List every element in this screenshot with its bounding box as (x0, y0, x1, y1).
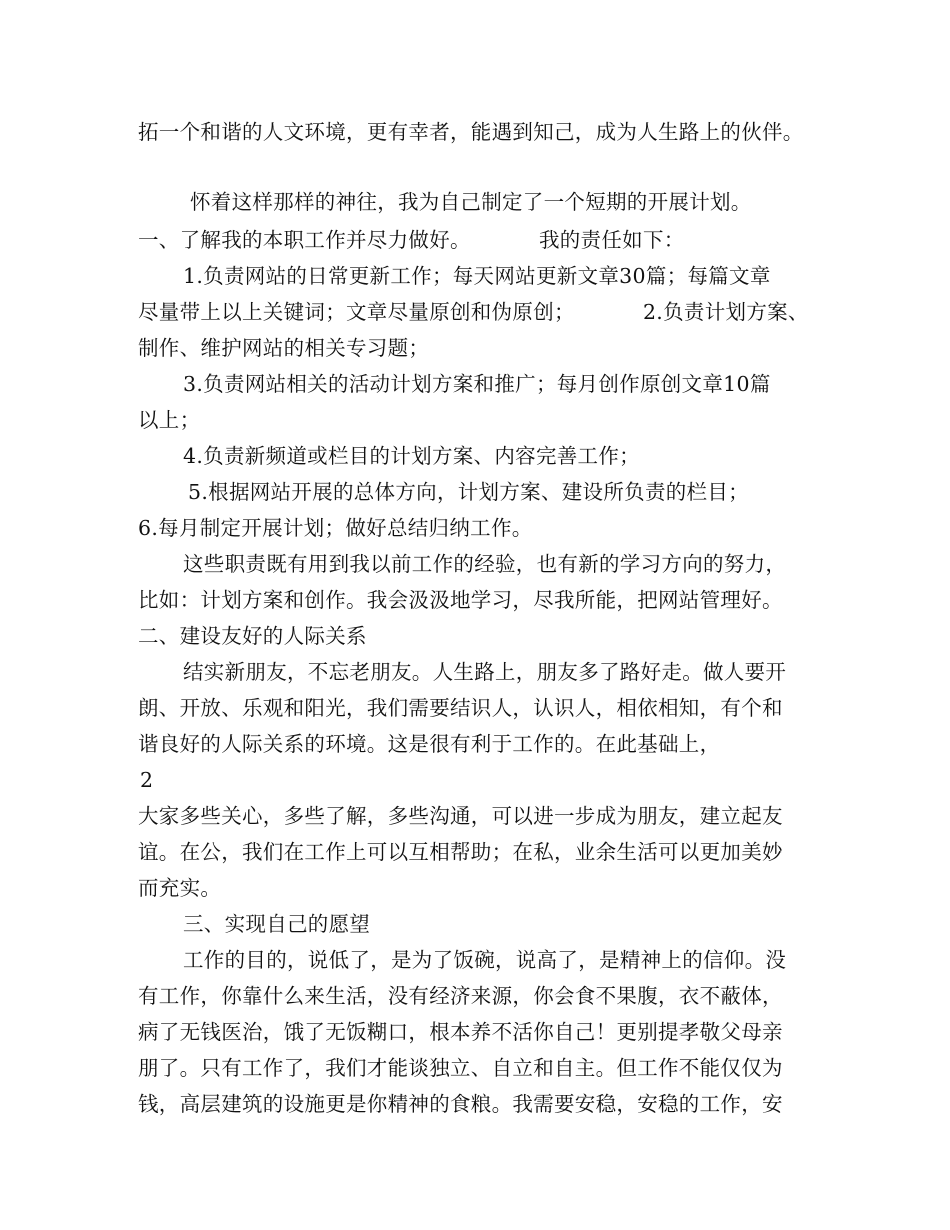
text-line: 以上； (138, 408, 201, 432)
text-line: 制作、维护网站的相关专习题； (138, 336, 430, 360)
text-line: 大家多些关心，多些了解，多些沟通，可以进一步成为朋友，建立起友 (138, 804, 783, 828)
text-line: 而充实。 (138, 876, 222, 900)
text-line: 尽量带上以上关键词；文章尽量原创和伪原创； 2.负责计划方案、 (138, 300, 809, 324)
text-line: 怀着这样那样的神往，我为自己制定了一个短期的开展计划。 (190, 190, 752, 214)
text-line: 谐良好的人际关系的环境。这是很有利于工作的。在此基础上， (138, 732, 721, 756)
page-number: 2 (140, 768, 154, 792)
text-line: 谊。在公，我们在工作上可以互相帮助；在私，业余生活可以更加美妙 (138, 840, 783, 864)
section-heading: 二、建设友好的人际关系 (138, 624, 367, 648)
section-heading: 三、实现自己的愿望 (183, 912, 371, 936)
text-line: 4.负责新频道或栏目的计划方案、内容完善工作； (183, 444, 640, 468)
text-line: 这些职责既有用到我以前工作的经验，也有新的学习方向的努力， (183, 552, 787, 576)
text-line: 钱，高层建筑的设施更是你精神的食粮。我需要安稳，安稳的工作，安 (138, 1092, 783, 1116)
text-line: 工作的目的，说低了，是为了饭碗，说高了，是精神上的信仰。没 (183, 948, 787, 972)
text-line: 朗、开放、乐观和阳光，我们需要结识人，认识人，相依相知，有个和 (138, 696, 783, 720)
text-line: 3.负责网站相关的活动计划方案和推广；每月创作原创文章10篇 (183, 372, 771, 396)
text-line: 6.每月制定开展计划；做好总结归纳工作。 (138, 516, 533, 540)
section-heading: 一、了解我的本职工作并尽力做好。 我的责任如下： (138, 228, 685, 252)
text-line: 有工作，你靠什么来生活，没有经济来源，你会食不果腹，衣不蔽体， (138, 984, 783, 1008)
text-line: 比如：计划方案和创作。我会汲汲地学习，尽我所能，把网站管理好。 (138, 588, 783, 612)
text-line: 1.负责网站的日常更新工作；每天网站更新文章30篇；每篇文章 (183, 264, 771, 288)
text-line: 朋了。只有工作了，我们才能谈独立、自立和自主。但工作不能仅仅为 (138, 1056, 783, 1080)
text-line: 病了无钱医治，饿了无饭糊口，根本养不活你自己！更别提孝敬父母亲 (138, 1020, 783, 1044)
text-line: 结实新朋友，不忘老朋友。人生路上，朋友多了路好走。做人要开 (183, 660, 787, 684)
text-line: 拓一个和谐的人文环境，更有幸者，能遇到知己，成为人生路上的伙伴。 (138, 120, 804, 144)
text-line: 5.根据网站开展的总体方向，计划方案、建设所负责的栏目； (188, 480, 749, 504)
